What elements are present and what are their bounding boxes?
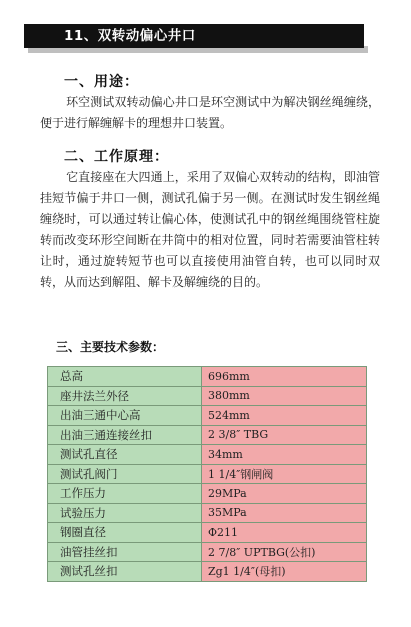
spec-name: 油管挂丝扣 <box>48 542 202 562</box>
heading-principle: 二、工作原理： <box>64 149 169 165</box>
spec-name: 座井法兰外径 <box>48 386 202 406</box>
table-row <box>48 503 367 523</box>
section-title: 11、双转动偏心井口 <box>24 24 364 48</box>
table-row <box>48 523 367 543</box>
spec-name: 试验压力 <box>48 503 202 523</box>
paragraph-principle-text: 它直接座在大四通上，采用了双偏心双转动的结构，即油管挂短节偏于井口一侧，测试孔偏于另一侧。在测试时发生钢丝绳缠绕时，可以通过转让偏心体，使测试孔中的钢丝绳围绕管柱旋转而改变环形空间断在井筒中的相对位置，同时若需要油管柱转让时，通过旋转短节也可以直接使用油管自转，也可以同时双转，从而达到解阻、解卡及解缠绕的目的。 <box>40 170 380 289</box>
spec-value: 2 7/8″ UPTBG(公扣) <box>202 542 367 562</box>
spec-value: 34mm <box>202 445 367 465</box>
spec-name: 总高 <box>48 367 202 387</box>
spec-value: Φ211 <box>202 523 367 543</box>
spec-name: 测试孔直径 <box>48 445 202 465</box>
spec-value: 2 3/8″ TBG <box>202 425 367 445</box>
heading-specs: 三、主要技术参数： <box>56 340 165 354</box>
spec-value: 1 1/4″钢闸阀 <box>202 464 367 484</box>
spec-name: 出油三通连接丝扣 <box>48 425 202 445</box>
spec-value: 380mm <box>202 386 367 406</box>
table-row <box>48 542 367 562</box>
spec-value: 524mm <box>202 406 367 426</box>
spec-value: 29MPa <box>202 484 367 504</box>
spec-name: 测试孔阀门 <box>48 464 202 484</box>
heading-usage: 一、用途： <box>64 74 139 90</box>
table-row <box>48 484 367 504</box>
spec-name: 工作压力 <box>48 484 202 504</box>
table-row <box>48 464 367 484</box>
paragraph-usage-text: 环空测试双转动偏心井口是环空测试中为解决钢丝绳缠绕，便于进行解缠解卡的理想井口装置。 <box>40 95 380 130</box>
table-row <box>48 445 367 465</box>
spec-name: 测试孔丝扣 <box>48 562 202 582</box>
table-row <box>48 386 367 406</box>
spec-name: 出油三通中心高 <box>48 406 202 426</box>
table-row <box>48 406 367 426</box>
spec-table <box>47 366 367 582</box>
table-row <box>48 367 367 387</box>
spec-name: 钢圈直径 <box>48 523 202 543</box>
table-row <box>48 425 367 445</box>
table-row <box>48 562 367 582</box>
paragraph-principle <box>40 167 380 293</box>
spec-value: Zg1 1/4″(母扣) <box>202 562 367 582</box>
paragraph-usage <box>40 92 380 134</box>
spec-value: 35MPa <box>202 503 367 523</box>
spec-value: 696mm <box>202 367 367 387</box>
